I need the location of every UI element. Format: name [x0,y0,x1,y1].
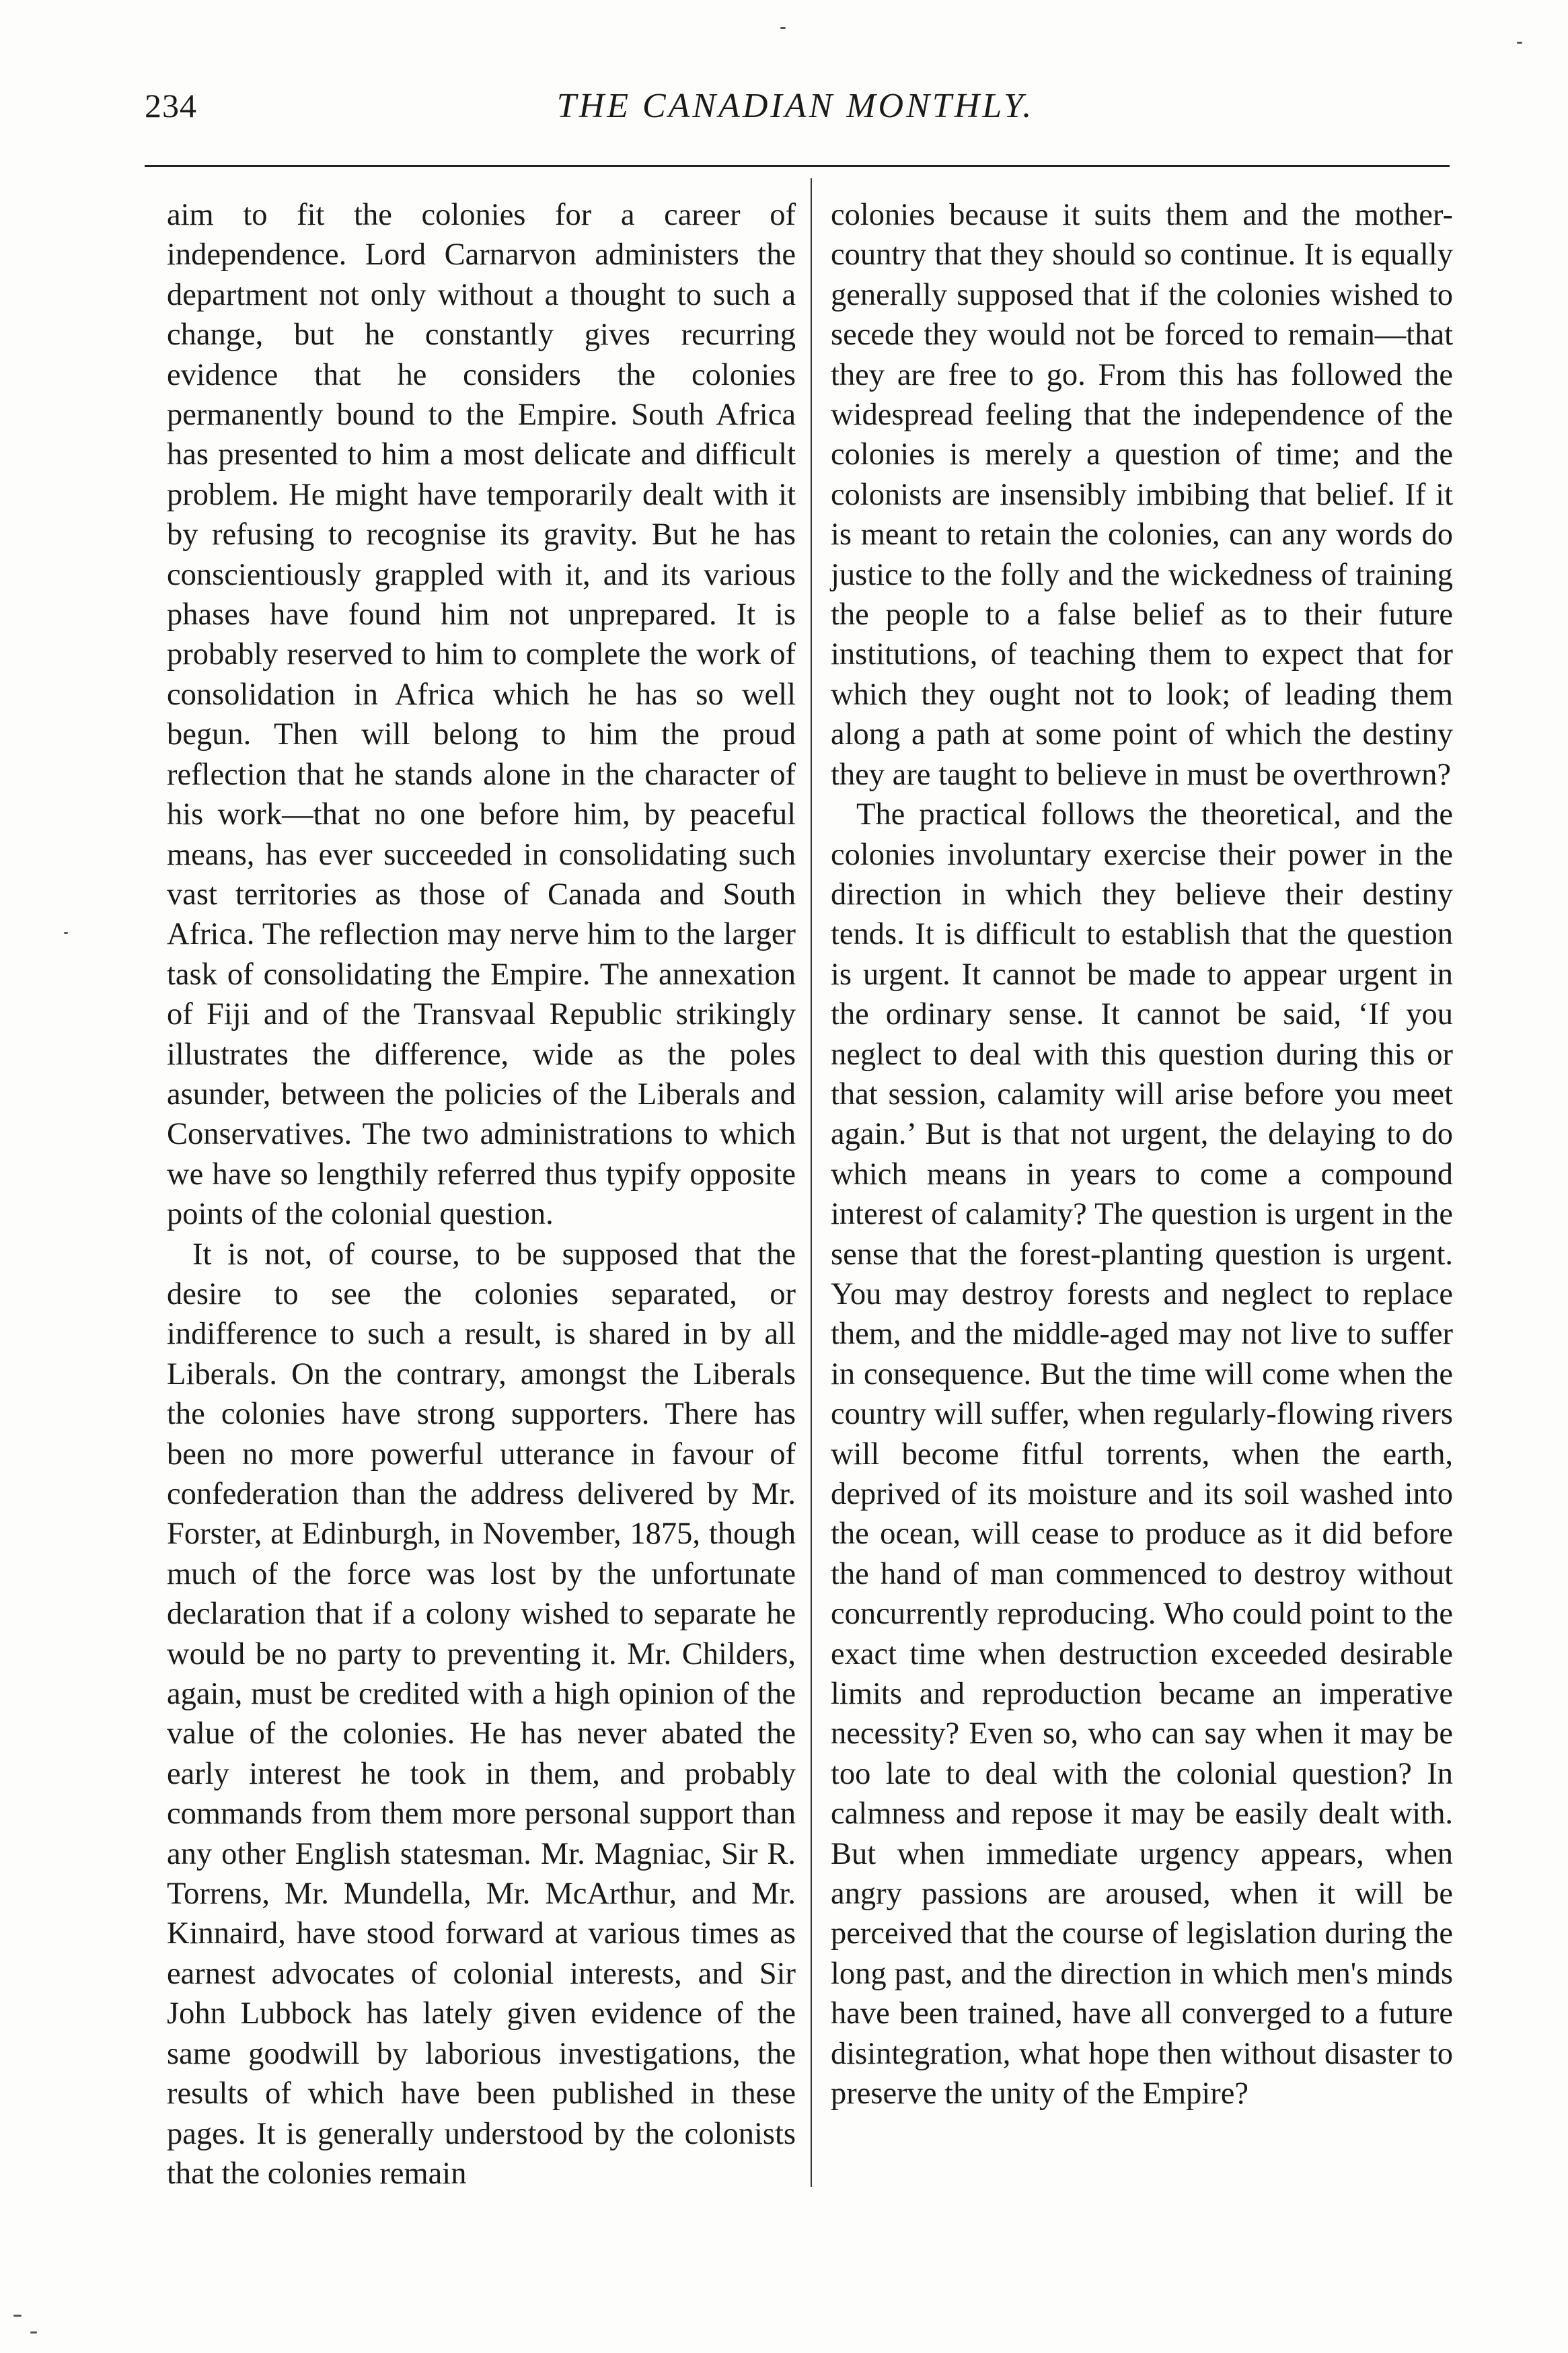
paragraph: aim to fit the colonies for a career of independence. Lord Carnarvon administers the department not only without a thought to such a change, but he constantly gives recurring evidence that he considers the colonies permanently bound to the Empire. South Africa has presented to him a most delicate and difficult problem. He might have temporarily dealt with it by refusing to recognise its gravity. But he has conscientiously grappled with it, and its various phases have found him not unprepared. It is probably reserved to him to complete the work of consolidation in Africa which he has so well begun. Then will belong to him the proud reflection that he stands alone in the character of his work—that no one before him, by peaceful means, has ever succeeded in consolidating such vast territories as those of Canada and South Africa. The reflection may nerve him to the larger task of consolidating the Empire. The annexation of Fiji and of the Transvaal Republic strikingly illustrates the difference, wide as the poles asunder, between the policies of the Liberals and Conservatives. The two administrations to which we have so lengthily referred thus typify opposite points of the colonial question. [167,198,796,1232]
scan-speck [64,932,68,934]
scan-speck [13,2315,22,2317]
scan-speck [1517,42,1522,44]
paragraph: It is not, of course, to be supposed that the desire to see the colonies separated, or indifference to such a result, is shared in by all Liberals. On the contrary, amongst the Liberals the colonies have strong supporters. There has been no more powerful utterance in favour of confederation than the address delivered by Mr. Forster, at Edinburgh, in November, 1875, though much of the force was lost by the unfortunate declaration that if a colony wished to separate he would be no party to preventing it. Mr. Childers, again, must be credited with a high opinion of the value of the colonies. He has never abated the early interest he took in them, and probably commands from them more personal support than any other English statesman. Mr. Magniac, Sir R. Torrens, Mr. Mundella, Mr. McArthur, and Mr. Kinnaird, have stood forward at various times as earnest advocates of colonial interests, and Sir John Lubbock has lately given evidence of the same goodwill by laborious investigations, the results of which have been published in these pages. It is generally understood by the colonists that the colonies remain [167,1237,796,2191]
page-header [145,86,1446,140]
scan-speck [30,2331,37,2333]
paragraph: colonies because it suits them and the mother-country that they should so continue. It is equally generally supposed that if the colonies wished to secede they would not be forced to remain—that they are free to go. From this has followed the widespread feeling that the independence of the colonies is merely a question of time; and the colonists are insensibly imbibing that belief. If it is meant to retain the colonies, can any words do justice to the folly and the wickedness of training the people to a false belief as to their future institutions, of teaching them to expect that for which they ought not to look; of leading them along a path at some point of which the destiny they are taught to believe in must be overthrown? [831,198,1453,792]
column-divider [811,178,812,2187]
running-title: THE CANADIAN MONTHLY. [556,87,1035,125]
right-column [831,195,1453,2114]
paragraph: The practical follows the theoretical, and the colonies involuntary exercise their power in the direction in which they believe their destiny tends. It is difficult to establish that the question is urgent. It cannot be made to appear urgent in the ordinary sense. It cannot be said, ‘If you neglect to deal with this question during this or that session, calamity will arise before you meet again.’ But is that not urgent, the delaying to do which means in years to come a compound interest of calamity? The question is urgent in the sense that the forest-planting question is urgent. You may destroy forests and neglect to replace them, and the middle-aged may not live to suffer in consequence. But the time will come when the country will suffer, when regularly-flowing rivers will become fitful torrents, when the earth, deprived of its moisture and its soil washed into the ocean, will cease to produce as it did before the hand of man commenced to destroy without concurrently reproducing. Who could point to the exact time when destruction exceeded desirable limits and reproduction became an imperative necessity? Even so, who can say when it may be too late to deal with the colonial question? In calmness and repose it may be easily dealt with. But when immediate urgency appears, when angry passions are aroused, when it will be perceived that the course of legislation during the long past, and the direction in which men's minds have been trained, have all converged to a future disintegration, what hope then without disaster to preserve the unity of the Empire? [831,797,1453,2111]
left-column [167,195,796,2194]
page-number: 234 [145,87,197,124]
scan-speck [780,27,786,29]
header-rule [145,165,1450,167]
